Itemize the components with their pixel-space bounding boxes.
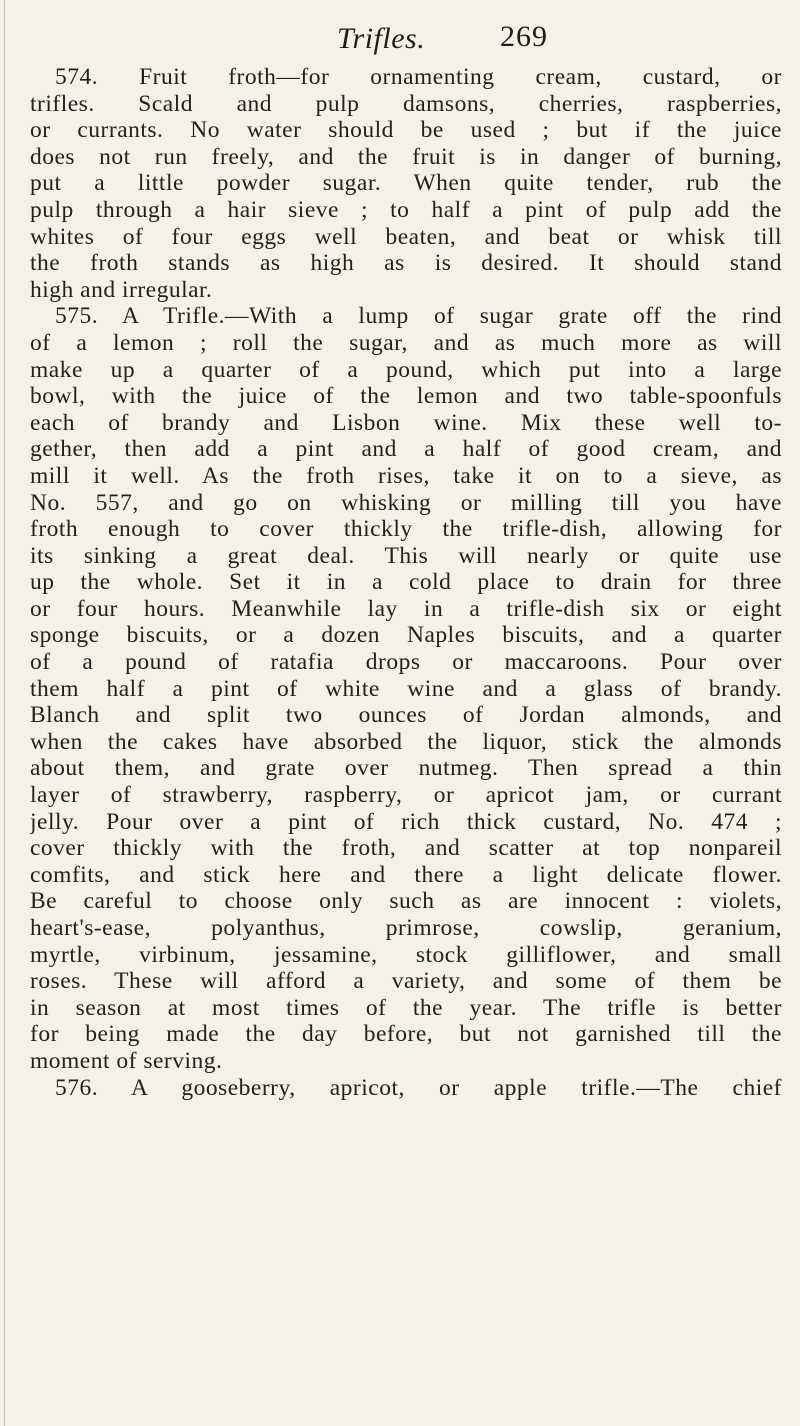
text-line: the froth stands as high as is desired. It should stand	[30, 250, 782, 277]
text-line: of a pound of ratafia drops or maccaroons. Pour over	[30, 649, 782, 676]
page-number: 269	[500, 20, 548, 53]
text-line: sponge biscuits, or a dozen Naples biscuits, and a quarter	[30, 622, 782, 649]
text-line: them half a pint of white wine and a glass of brandy.	[30, 675, 782, 702]
recipe-text-block	[30, 64, 782, 1101]
text-line: 574. Fruit froth—for ornamenting cream, custard, or	[55, 64, 782, 90]
text-line: or currants. No water should be used ; but if the juice	[30, 117, 782, 144]
text-line: No. 557, and go on whisking or milling till you have	[30, 489, 782, 516]
text-line: roses. These will afford a variety, and some of them be	[30, 968, 782, 995]
text-line: jelly. Pour over a pint of rich thick custard, No. 474 ;	[30, 808, 782, 835]
text-line: about them, and grate over nutmeg. Then spread a thin	[30, 755, 782, 782]
text-line: moment of serving.	[30, 1047, 223, 1074]
text-line: froth enough to cover thickly the trifle-dish, allowing for	[30, 516, 782, 543]
text-line: each of brandy and Lisbon wine. Mix these well to-	[30, 409, 782, 436]
text-line: when the cakes have absorbed the liquor, stick the almonds	[30, 728, 782, 755]
text-line: high and irregular.	[30, 276, 213, 303]
text-line: whites of four eggs well beaten, and beat or whisk till	[30, 223, 782, 250]
text-line: 576. A gooseberry, apricot, or apple trifle.—The chief	[55, 1074, 782, 1101]
text-line: or four hours. Meanwhile lay in a trifle-dish six or eight	[30, 595, 782, 622]
text-line: myrtle, virbinum, jessamine, stock gilliflower, and small	[30, 941, 782, 968]
text-line: 575. A Trifle.—With a lump of sugar grate off the rind	[55, 303, 782, 330]
text-line: cover thickly with the froth, and scatter at top nonpareil	[30, 835, 782, 862]
text-line: layer of strawberry, raspberry, or apricot jam, or currant	[30, 782, 782, 809]
text-line: trifles. Scald and pulp damsons, cherries, raspberries,	[30, 90, 782, 117]
text-line: up the whole. Set it in a cold place to drain for three	[30, 569, 782, 596]
text-line: comfits, and stick here and there a light delicate flower.	[30, 861, 782, 888]
text-line: put a little powder sugar. When quite tender, rub the	[30, 170, 782, 197]
text-line: gether, then add a pint and a half of good cream, and	[30, 436, 782, 463]
text-line: its sinking a great deal. This will nearly or quite use	[30, 542, 782, 569]
text-line: mill it well. As the froth rises, take it on to a sieve, as	[30, 462, 782, 489]
text-line: Blanch and split two ounces of Jordan almonds, and	[30, 702, 782, 729]
page-header	[0, 14, 800, 54]
text-line: bowl, with the juice of the lemon and two table-spoonfuls	[30, 383, 782, 410]
text-line: make up a quarter of a pound, which put into a large	[30, 356, 782, 383]
text-line: for being made the day before, but not garnished till the	[30, 1021, 782, 1048]
text-line: heart's-ease, polyanthus, primrose, cowslip, geranium,	[30, 915, 782, 941]
text-line: of a lemon ; roll the sugar, and as much more as will	[30, 329, 782, 356]
text-line: in season at most times of the year. The trifle is better	[30, 994, 782, 1021]
page-edge-line	[4, 0, 5, 1426]
text-line: pulp through a hair sieve ; to half a pint of pulp add the	[30, 196, 782, 223]
text-line: Be careful to choose only such as are innocent : violets,	[30, 888, 782, 915]
running-title: Trifles.	[337, 22, 426, 55]
text-line: does not run freely, and the fruit is in danger of burning,	[30, 143, 782, 170]
